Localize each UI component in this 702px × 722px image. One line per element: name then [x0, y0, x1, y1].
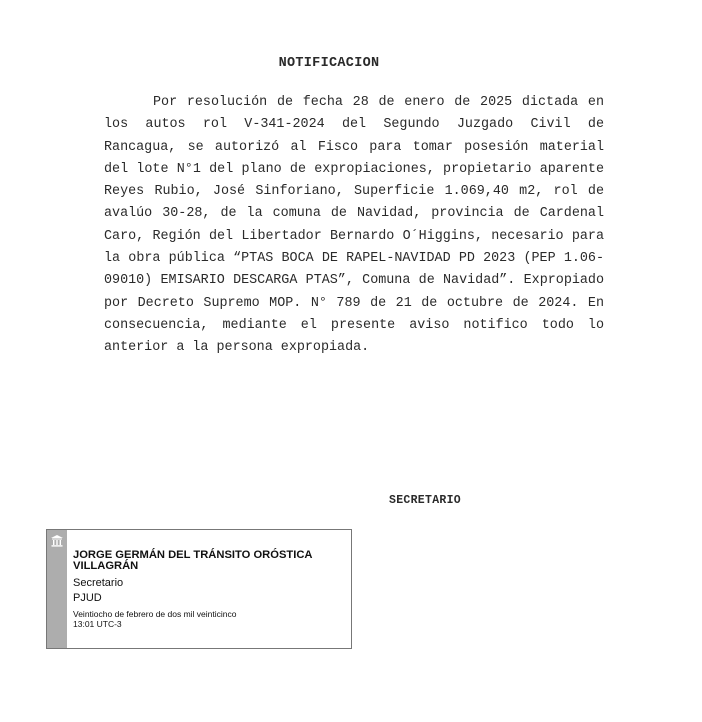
- signature-details: [73, 550, 345, 629]
- signer-role: Secretario: [73, 577, 124, 589]
- signature-time: 13:01 UTC-3: [73, 618, 122, 629]
- signer-organization: PJUD: [73, 592, 102, 604]
- courthouse-icon: [50, 534, 64, 548]
- electronic-signature-box: [46, 529, 352, 649]
- notification-body: Por resolución de fecha 28 de enero de 2025 dictada en los autos rol V-341-2024 del Segundo Juzgado Civil de Rancagua, se autorizó al Fisco para tomar posesión material del lote N°1 del plano de expropiaciones, propietario aparente Reyes Rubio, José Sinforiano, Superficie 1.069,40 m2, rol de avalúo 30-28, de la comuna de Navidad, provincia de Cardenal Caro, Región del Libertador Bernardo O´Higgins, necesario para la obra pública “PTAS BOCA DE RAPEL-NAVIDAD PD 2023 (PEP 1.06-09010) EMISARIO DESCARGA PTAS”, Comuna de Navidad”. Expropiado por Decreto Supremo MOP. N° 789 de 21 de octubre de 2024. En consecuencia, mediante el presente aviso notifico todo lo anterior a la persona expropiada.: [104, 95, 604, 356]
- signature-date: Veintiocho de febrero de dos mil veinticinco: [73, 609, 237, 619]
- signature-label: SECRETARIO: [389, 494, 462, 507]
- document-title: NOTIFICACION: [278, 56, 380, 71]
- signature-sidebar: [47, 530, 67, 648]
- signer-name: JORGE GERMÁN DEL TRÁNSITO ORÓSTICA VILLAGRÁN: [73, 549, 313, 572]
